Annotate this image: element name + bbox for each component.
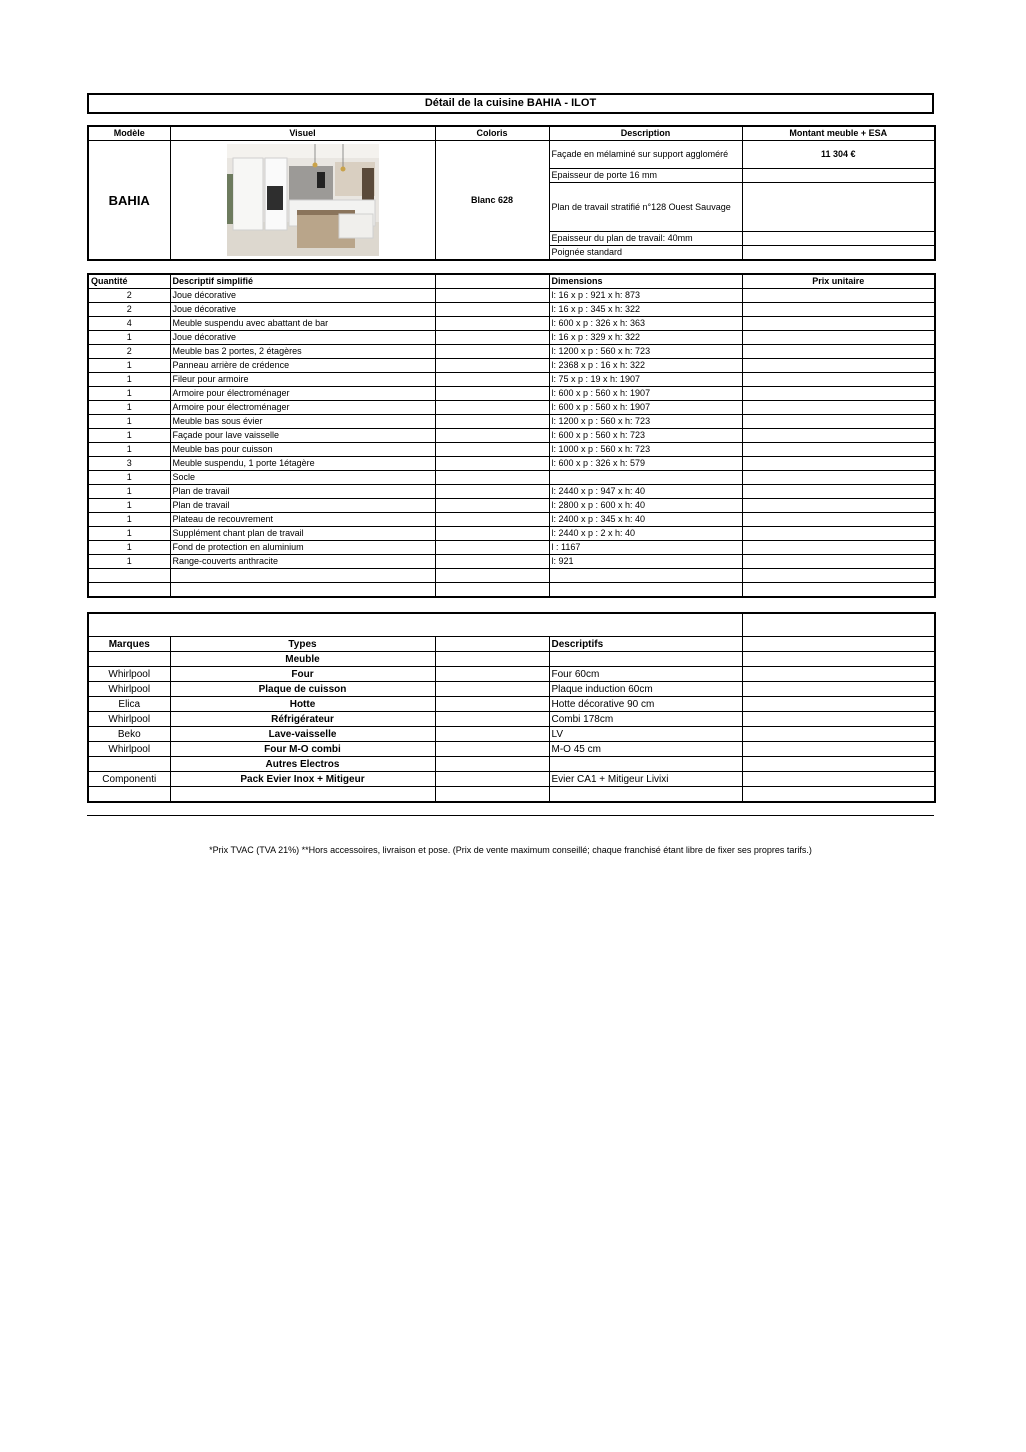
- item-quantity: 1: [88, 415, 170, 429]
- appliance-description: Evier CA1 + Mitigeur Livixi: [549, 772, 742, 787]
- item-row: [88, 317, 935, 331]
- model-name: BAHIA: [88, 141, 170, 261]
- item-row: [88, 541, 935, 555]
- footnote: *Prix TVAC (TVA 21%) **Hors accessoires, livraison et pose. (Prix de vente maximum conseillé; chaque franchisé étant libre de fixer ses propres tarifs.): [209, 845, 812, 855]
- item-dimensions: l: 75 x p : 19 x h: 1907: [549, 373, 742, 387]
- appliance-row: [88, 772, 935, 787]
- appliance-type: Plaque de cuisson: [170, 682, 435, 697]
- item-quantity: 1: [88, 373, 170, 387]
- item-empty: [435, 583, 549, 598]
- item-empty: [435, 429, 549, 443]
- appliances-table: [87, 612, 936, 803]
- appliance-empty: [435, 697, 549, 712]
- header-empty: [435, 637, 549, 652]
- item-dimensions: l: 16 x p : 329 x h: 322: [549, 331, 742, 345]
- item-empty: [435, 569, 549, 583]
- appliance-brand: [88, 757, 170, 772]
- item-empty: [435, 415, 549, 429]
- item-empty: [435, 457, 549, 471]
- item-row: [88, 443, 935, 457]
- item-quantity: 1: [88, 401, 170, 415]
- item-unit-price: [742, 345, 935, 359]
- description-line: Façade en mélaminé sur support aggloméré: [549, 141, 742, 169]
- item-empty: [435, 345, 549, 359]
- item-unit-price: [742, 513, 935, 527]
- item-empty: [435, 471, 549, 485]
- item-empty: [435, 303, 549, 317]
- appliance-type: Réfrigérateur: [170, 712, 435, 727]
- description-line: Epaisseur de porte 16 mm: [549, 169, 742, 183]
- item-description: Meuble suspendu avec abattant de bar: [170, 317, 435, 331]
- item-row: [88, 359, 935, 373]
- item-dimensions: l : 1167: [549, 541, 742, 555]
- appliance-row: [88, 727, 935, 742]
- item-dimensions: l: 1200 x p : 560 x h: 723: [549, 345, 742, 359]
- item-row: [88, 415, 935, 429]
- appliance-brand: Beko: [88, 727, 170, 742]
- item-dimensions: l: 1000 x p : 560 x h: 723: [549, 443, 742, 457]
- item-unit-price: [742, 373, 935, 387]
- appliance-description: Hotte décorative 90 cm: [549, 697, 742, 712]
- header-price: Montant meuble + ESA: [742, 126, 935, 141]
- description-line: Plan de travail stratifié n°128 Ouest Sauvage: [549, 183, 742, 231]
- appliance-extra: [742, 682, 935, 697]
- item-empty: [435, 317, 549, 331]
- item-quantity: 1: [88, 331, 170, 345]
- appliance-row: [88, 697, 935, 712]
- header-description: Description: [549, 126, 742, 141]
- item-row: [88, 303, 935, 317]
- appliance-empty: [435, 667, 549, 682]
- appliance-empty: [435, 787, 549, 803]
- item-dimensions: [549, 583, 742, 598]
- appliance-brand: Whirlpool: [88, 742, 170, 757]
- appliance-description: [549, 757, 742, 772]
- item-unit-price: [742, 443, 935, 457]
- appliance-type: Four: [170, 667, 435, 682]
- divider: [87, 815, 934, 816]
- appliance-type: Hotte: [170, 697, 435, 712]
- header-visual: Visuel: [170, 126, 435, 141]
- appliance-empty: [435, 712, 549, 727]
- appliance-extra: [742, 727, 935, 742]
- item-empty: [435, 513, 549, 527]
- appliance-empty: [435, 742, 549, 757]
- appliance-type: Pack Evier Inox + Mitigeur: [170, 772, 435, 787]
- header-empty: [435, 274, 549, 289]
- item-dimensions: l: 600 x p : 560 x h: 723: [549, 429, 742, 443]
- appliance-description: Four 60cm: [549, 667, 742, 682]
- item-description: Socle: [170, 471, 435, 485]
- appliance-type: Four M-O combi: [170, 742, 435, 757]
- description-line: Epaisseur du plan de travail: 40mm: [549, 231, 742, 245]
- appliance-brand: Elica: [88, 697, 170, 712]
- header-quantity: Quantité: [88, 274, 170, 289]
- item-row: [88, 527, 935, 541]
- item-dimensions: l: 921: [549, 555, 742, 569]
- appliance-row: [88, 712, 935, 727]
- appliance-extra: [742, 742, 935, 757]
- item-quantity: 1: [88, 443, 170, 457]
- kitchen-photo-icon: [227, 144, 379, 256]
- color-value: Blanc 628: [435, 141, 549, 261]
- item-unit-price: [742, 583, 935, 598]
- appliance-brand: [88, 652, 170, 667]
- item-empty: [435, 555, 549, 569]
- item-description: Meuble bas pour cuisson: [170, 443, 435, 457]
- item-dimensions: l: 2440 x p : 947 x h: 40: [549, 485, 742, 499]
- item-empty: [435, 359, 549, 373]
- item-empty: [435, 541, 549, 555]
- appliance-row: [88, 652, 935, 667]
- item-empty: [435, 289, 549, 303]
- item-dimensions: l: 2400 x p : 345 x h: 40: [549, 513, 742, 527]
- item-description: [170, 569, 435, 583]
- appliance-description: [549, 787, 742, 803]
- item-description: Joue décorative: [170, 289, 435, 303]
- appliance-row: [88, 757, 935, 772]
- item-row: [88, 387, 935, 401]
- item-row: [88, 401, 935, 415]
- header-empty: [742, 637, 935, 652]
- item-unit-price: [742, 387, 935, 401]
- item-unit-price: [742, 457, 935, 471]
- item-dimensions: l: 1200 x p : 560 x h: 723: [549, 415, 742, 429]
- appliance-row: [88, 787, 935, 803]
- appliance-row: [88, 667, 935, 682]
- appliance-type: Meuble: [170, 652, 435, 667]
- item-description: Plateau de recouvrement: [170, 513, 435, 527]
- appliances-blank-row: [88, 613, 935, 637]
- item-empty: [435, 485, 549, 499]
- item-row: [88, 583, 935, 598]
- item-row: [88, 555, 935, 569]
- item-description: [170, 583, 435, 598]
- item-dimensions: l: 600 x p : 326 x h: 579: [549, 457, 742, 471]
- appliance-brand: Whirlpool: [88, 667, 170, 682]
- item-dimensions: [549, 569, 742, 583]
- description-line: Poignée standard: [549, 245, 742, 260]
- header-descriptions: Descriptifs: [549, 637, 742, 652]
- appliance-extra: [742, 697, 935, 712]
- item-quantity: 1: [88, 499, 170, 513]
- item-description: Meuble suspendu, 1 porte 1étagère: [170, 457, 435, 471]
- kitchen-visual: [170, 141, 435, 261]
- appliance-type: Autres Electros: [170, 757, 435, 772]
- appliance-empty: [435, 652, 549, 667]
- item-dimensions: l: 2368 x p : 16 x h: 322: [549, 359, 742, 373]
- item-row: [88, 429, 935, 443]
- item-row: [88, 471, 935, 485]
- header-color: Coloris: [435, 126, 549, 141]
- item-unit-price: [742, 527, 935, 541]
- item-quantity: 2: [88, 345, 170, 359]
- item-unit-price: [742, 289, 935, 303]
- item-row: [88, 373, 935, 387]
- item-unit-price: [742, 331, 935, 345]
- item-description: Joue décorative: [170, 303, 435, 317]
- header-model: Modèle: [88, 126, 170, 141]
- appliance-brand: Whirlpool: [88, 712, 170, 727]
- item-quantity: 1: [88, 527, 170, 541]
- item-empty: [435, 373, 549, 387]
- item-empty: [435, 331, 549, 345]
- header-brands: Marques: [88, 637, 170, 652]
- item-quantity: 3: [88, 457, 170, 471]
- item-description: Meuble bas 2 portes, 2 étagères: [170, 345, 435, 359]
- header-dimensions: Dimensions: [549, 274, 742, 289]
- item-dimensions: [549, 471, 742, 485]
- item-dimensions: l: 600 x p : 326 x h: 363: [549, 317, 742, 331]
- item-description: Fileur pour armoire: [170, 373, 435, 387]
- item-unit-price: [742, 359, 935, 373]
- appliance-description: LV: [549, 727, 742, 742]
- appliance-brand: Whirlpool: [88, 682, 170, 697]
- item-dimensions: l: 16 x p : 345 x h: 322: [549, 303, 742, 317]
- item-unit-price: [742, 499, 935, 513]
- item-quantity: 1: [88, 555, 170, 569]
- item-row: [88, 289, 935, 303]
- item-row: [88, 457, 935, 471]
- item-dimensions: l: 2440 x p : 2 x h: 40: [549, 527, 742, 541]
- item-quantity: [88, 569, 170, 583]
- appliance-empty: [435, 772, 549, 787]
- appliance-description: Plaque induction 60cm: [549, 682, 742, 697]
- appliance-brand: [88, 787, 170, 803]
- item-unit-price: [742, 303, 935, 317]
- item-quantity: 2: [88, 289, 170, 303]
- item-quantity: 1: [88, 387, 170, 401]
- header-types: Types: [170, 637, 435, 652]
- item-quantity: 1: [88, 485, 170, 499]
- appliance-empty: [435, 682, 549, 697]
- item-description: Plan de travail: [170, 485, 435, 499]
- item-description: Supplément chant plan de travail: [170, 527, 435, 541]
- item-row: [88, 331, 935, 345]
- appliances-table-header: [88, 637, 935, 652]
- item-description: Plan de travail: [170, 499, 435, 513]
- item-unit-price: [742, 471, 935, 485]
- item-row: [88, 485, 935, 499]
- item-empty: [435, 443, 549, 457]
- appliance-description: Combi 178cm: [549, 712, 742, 727]
- item-quantity: [88, 583, 170, 598]
- header-short-description: Descriptif simplifié: [170, 274, 435, 289]
- appliance-brand: Componenti: [88, 772, 170, 787]
- appliance-extra: [742, 712, 935, 727]
- item-empty: [435, 387, 549, 401]
- item-description: Fond de protection en aluminium: [170, 541, 435, 555]
- item-empty: [435, 499, 549, 513]
- item-unit-price: [742, 569, 935, 583]
- item-row: [88, 499, 935, 513]
- item-unit-price: [742, 429, 935, 443]
- item-row: [88, 345, 935, 359]
- appliance-extra: [742, 667, 935, 682]
- appliance-extra: [742, 652, 935, 667]
- model-table: [87, 125, 936, 261]
- appliance-empty: [435, 757, 549, 772]
- appliance-empty: [435, 727, 549, 742]
- item-description: Panneau arrière de crédence: [170, 359, 435, 373]
- item-unit-price: [742, 541, 935, 555]
- item-quantity: 1: [88, 541, 170, 555]
- appliance-description: M-O 45 cm: [549, 742, 742, 757]
- appliance-extra: [742, 772, 935, 787]
- item-row: [88, 513, 935, 527]
- item-empty: [435, 527, 549, 541]
- item-quantity: 1: [88, 429, 170, 443]
- appliance-row: [88, 682, 935, 697]
- item-description: Meuble bas sous évier: [170, 415, 435, 429]
- item-empty: [435, 401, 549, 415]
- item-dimensions: l: 2800 x p : 600 x h: 40: [549, 499, 742, 513]
- item-unit-price: [742, 401, 935, 415]
- page-title: Détail de la cuisine BAHIA - ILOT: [87, 93, 934, 114]
- item-dimensions: l: 600 x p : 560 x h: 1907: [549, 387, 742, 401]
- item-description: Façade pour lave vaisselle: [170, 429, 435, 443]
- item-description: Armoire pour électroménager: [170, 387, 435, 401]
- item-unit-price: [742, 555, 935, 569]
- appliance-description: [549, 652, 742, 667]
- item-quantity: 4: [88, 317, 170, 331]
- items-table-header: [88, 274, 935, 289]
- appliance-type: [170, 787, 435, 803]
- item-quantity: 1: [88, 513, 170, 527]
- item-description: Joue décorative: [170, 331, 435, 345]
- item-unit-price: [742, 485, 935, 499]
- item-description: Armoire pour électroménager: [170, 401, 435, 415]
- item-description: Range-couverts anthracite: [170, 555, 435, 569]
- appliance-row: [88, 742, 935, 757]
- item-dimensions: l: 16 x p : 921 x h: 873: [549, 289, 742, 303]
- item-quantity: 2: [88, 303, 170, 317]
- item-unit-price: [742, 317, 935, 331]
- header-unit-price: Prix unitaire: [742, 274, 935, 289]
- appliance-type: Lave-vaisselle: [170, 727, 435, 742]
- items-table: [87, 273, 936, 598]
- item-quantity: 1: [88, 471, 170, 485]
- appliance-extra: [742, 787, 935, 803]
- item-dimensions: l: 600 x p : 560 x h: 1907: [549, 401, 742, 415]
- item-unit-price: [742, 415, 935, 429]
- item-row: [88, 569, 935, 583]
- price-value: 11 304 €: [742, 141, 935, 169]
- appliance-extra: [742, 757, 935, 772]
- model-table-header: [88, 126, 935, 141]
- item-quantity: 1: [88, 359, 170, 373]
